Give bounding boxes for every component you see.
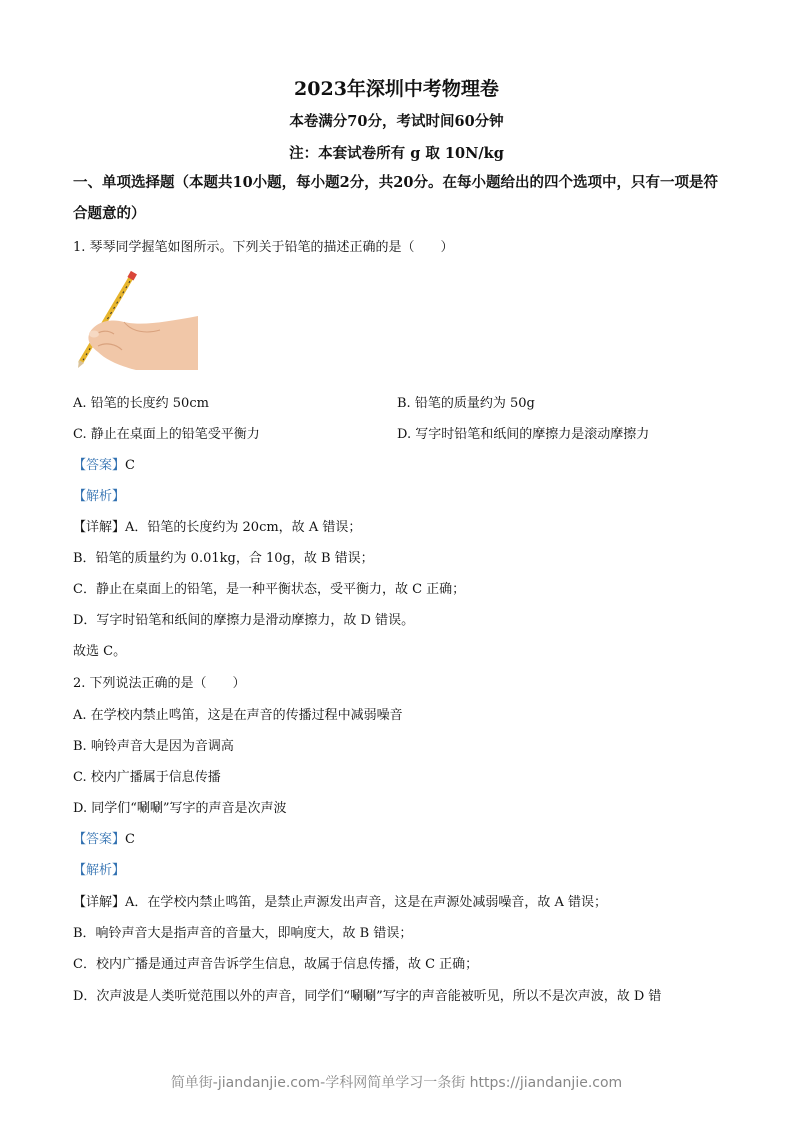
q1-detail-c: C．静止在桌面上的铅笔，是一种平衡状态，受平衡力，故 C 正确； (73, 582, 466, 597)
detail-text: A．铅笔的长度约为 20cm，故 A 错误； (125, 520, 362, 535)
detail-tag: 【详解】 (73, 520, 126, 535)
q2-detail-a (73, 891, 607, 910)
q2-analysis-tag: 【解析】 (73, 863, 126, 878)
section-heading: 一、单项选择题（本题共10小题，每小题2分，共20分。在每小题给出的四个选项中，只有一项是符合题意的） (73, 174, 718, 222)
q2-option-c: C. 校内广播属于信息传播 (73, 770, 221, 785)
exam-note: 注：本套试卷所有 g 取 10N/kg (289, 145, 504, 162)
q1-detail-b: B．铅笔的质量约为 0.01kg，合 10g，故 B 错误； (73, 551, 374, 566)
answer-tag: 【答案】 (73, 832, 126, 847)
answer-value: C (125, 832, 135, 847)
q2-detail-c: C．校内广播是通过声音告诉学生信息，故属于信息传播，故 C 正确； (73, 957, 479, 972)
q1-option-c: C. 静止在桌面上的铅笔受平衡力 (73, 427, 260, 442)
q1-option-d: D. 写字时铅笔和纸间的摩擦力是滚动摩擦力 (397, 427, 650, 442)
q1-conclusion: 故选 C。 (73, 644, 127, 659)
q1-option-a: A. 铅笔的长度约 50cm (73, 396, 209, 411)
pencil-hand-image (76, 270, 198, 370)
q2-option-b: B. 响铃声音大是因为音调高 (73, 739, 234, 754)
page-title: 2023年深圳中考物理卷 (294, 78, 499, 100)
q2-detail-d: D．次声波是人类听觉范围以外的声音，同学们“唰唰”写字的声音能被听见，所以不是次声波，故 D 错 (73, 989, 662, 1004)
detail-tag: 【详解】 (73, 895, 126, 910)
q1-stem: 1. 琴琴同学握笔如图所示。下列关于铅笔的描述正确的是（ ） (73, 240, 454, 255)
q2-detail-b: B．响铃声音大是指声音的音量大，即响度大，故 B 错误； (73, 926, 413, 941)
q1-detail-d: D．写字时铅笔和纸间的摩擦力是滑动摩擦力，故 D 错误。 (73, 613, 415, 628)
answer-value: C (125, 458, 135, 473)
q1-answer (73, 454, 135, 473)
exam-subtitle: 本卷满分70分，考试时间60分钟 (289, 113, 504, 130)
q2-option-d: D. 同学们“唰唰”写字的声音是次声波 (73, 801, 287, 816)
footer-watermark: 简单街-jiandanjie.com-学科网简单学习一条街 https://jiandanjie.com (170, 1075, 623, 1091)
q2-answer (73, 828, 135, 847)
q1-analysis-tag: 【解析】 (73, 489, 126, 504)
q2-option-a: A. 在学校内禁止鸣笛，这是在声音的传播过程中减弱噪音 (73, 708, 403, 723)
q1-option-b: B. 铅笔的质量约为 50g (397, 396, 535, 411)
detail-text: A．在学校内禁止鸣笛，是禁止声源发出声音，这是在声源处减弱噪音，故 A 错误； (125, 895, 608, 910)
q1-detail-a (73, 516, 361, 535)
q2-stem: 2. 下列说法正确的是（ ） (73, 676, 246, 691)
answer-tag: 【答案】 (73, 458, 126, 473)
